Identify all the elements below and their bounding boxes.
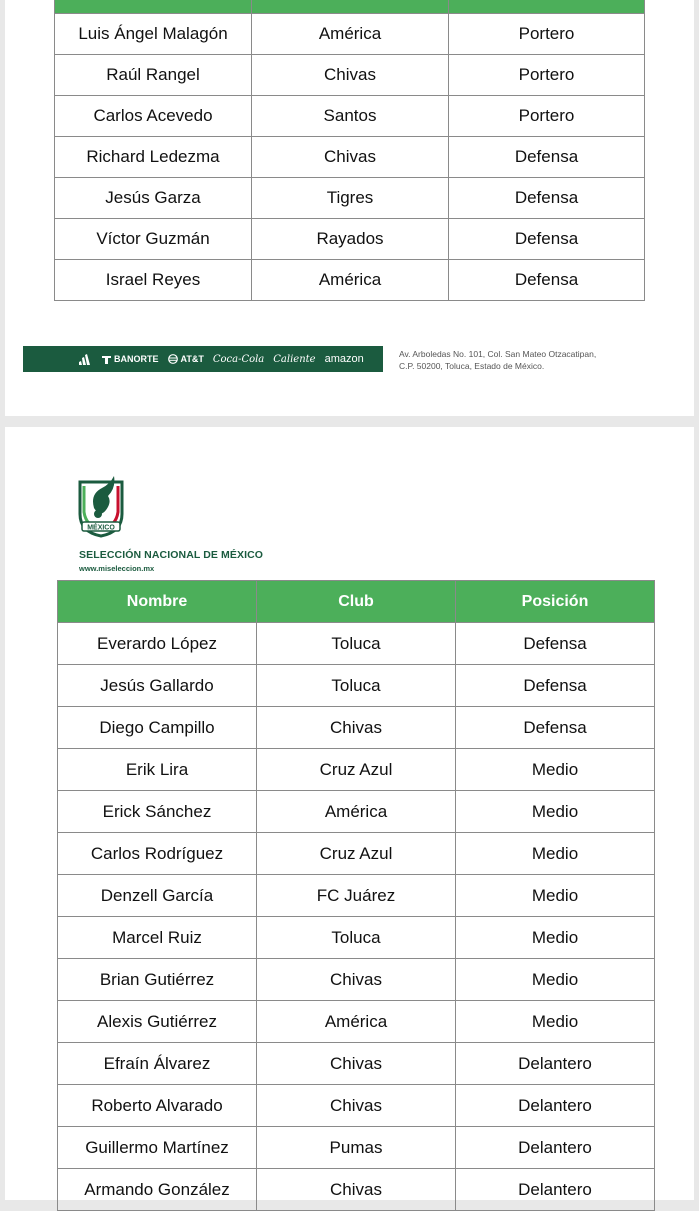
player-name: Raúl Rangel xyxy=(55,55,252,96)
roster-table-1 xyxy=(54,0,645,301)
player-position: Defensa xyxy=(456,665,655,707)
federation-website: www.miseleccion.mx xyxy=(79,564,155,573)
player-club: FC Juárez xyxy=(257,875,456,917)
player-position: Delantero xyxy=(456,1169,655,1211)
player-position: Portero xyxy=(449,96,645,137)
player-club: Chivas xyxy=(257,1085,456,1127)
player-name: Carlos Rodríguez xyxy=(58,833,257,875)
player-club: Cruz Azul xyxy=(257,833,456,875)
player-club: Toluca xyxy=(257,665,456,707)
table-row xyxy=(58,1169,655,1211)
table-row xyxy=(58,1085,655,1127)
caliente-logo: Caliente xyxy=(273,353,316,365)
player-position: Medio xyxy=(456,875,655,917)
table-row xyxy=(58,665,655,707)
player-name: Guillermo Martínez xyxy=(58,1127,257,1169)
cocacola-logo: Coca-Cola xyxy=(212,353,265,365)
player-name: Diego Campillo xyxy=(58,707,257,749)
table-row xyxy=(58,707,655,749)
player-name: Roberto Alvarado xyxy=(58,1085,257,1127)
player-club: América xyxy=(252,14,449,55)
column-header-nombre: Nombre xyxy=(58,581,257,623)
table-row xyxy=(58,959,655,1001)
player-club: Cruz Azul xyxy=(257,749,456,791)
table-row xyxy=(55,96,645,137)
table-row xyxy=(55,55,645,96)
adidas-logo-icon xyxy=(79,354,93,365)
table-row xyxy=(58,791,655,833)
player-position: Defensa xyxy=(456,623,655,665)
player-position: Defensa xyxy=(456,707,655,749)
table-header-stub xyxy=(55,0,645,14)
player-name: Israel Reyes xyxy=(55,260,252,301)
mexico-federation-crest-icon xyxy=(76,474,126,542)
player-name: Jesús Garza xyxy=(55,178,252,219)
player-name: Richard Ledezma xyxy=(55,137,252,178)
roster-table-2 xyxy=(57,580,655,1211)
table-header-row xyxy=(58,581,655,623)
player-position: Medio xyxy=(456,749,655,791)
player-club: Rayados xyxy=(252,219,449,260)
crest-label: MÉXICO xyxy=(87,524,115,532)
table-row xyxy=(58,1127,655,1169)
column-header-posicion: Posición xyxy=(456,581,655,623)
player-name: Marcel Ruiz xyxy=(58,917,257,959)
player-name: Erik Lira xyxy=(58,749,257,791)
player-name: Armando González xyxy=(58,1169,257,1211)
table-row xyxy=(58,875,655,917)
player-club: Toluca xyxy=(257,917,456,959)
sponsor-bar xyxy=(23,346,383,372)
player-position: Defensa xyxy=(449,137,645,178)
player-name: Alexis Gutiérrez xyxy=(58,1001,257,1043)
federation-address xyxy=(399,348,596,372)
table-row xyxy=(55,260,645,301)
player-name: Erick Sánchez xyxy=(58,791,257,833)
player-position: Delantero xyxy=(456,1127,655,1169)
table-row xyxy=(58,917,655,959)
player-club: Tigres xyxy=(252,178,449,219)
player-position: Medio xyxy=(456,917,655,959)
table-row xyxy=(58,1001,655,1043)
player-name: Luis Ángel Malagón xyxy=(55,14,252,55)
player-position: Medio xyxy=(456,791,655,833)
table-row xyxy=(58,623,655,665)
federation-name: SELECCIÓN NACIONAL DE MÉXICO xyxy=(79,549,264,561)
player-club: Chivas xyxy=(252,137,449,178)
player-club: Santos xyxy=(252,96,449,137)
table-row xyxy=(55,219,645,260)
address-line: Av. Arboledas No. 101, Col. San Mateo Otzacatipan, xyxy=(399,349,597,359)
player-name: Brian Gutiérrez xyxy=(58,959,257,1001)
table-row xyxy=(55,178,645,219)
document-page-2 xyxy=(5,427,694,1200)
player-club: América xyxy=(257,1001,456,1043)
player-club: Chivas xyxy=(257,1043,456,1085)
player-name: Jesús Gallardo xyxy=(58,665,257,707)
player-position: Delantero xyxy=(456,1043,655,1085)
table-row xyxy=(58,1043,655,1085)
player-position: Medio xyxy=(456,959,655,1001)
player-club: Pumas xyxy=(257,1127,456,1169)
player-position: Portero xyxy=(449,14,645,55)
player-position: Defensa xyxy=(449,260,645,301)
att-logo: AT&T xyxy=(168,354,204,364)
banorte-logo: BANORTE xyxy=(102,354,159,364)
player-position: Medio xyxy=(456,833,655,875)
table-row xyxy=(55,14,645,55)
table-row xyxy=(55,137,645,178)
player-position: Delantero xyxy=(456,1085,655,1127)
player-position: Portero xyxy=(449,55,645,96)
document-page-1 xyxy=(5,0,694,416)
address-line: C.P. 50200, Toluca, Estado de México. xyxy=(399,361,545,371)
table-row xyxy=(58,833,655,875)
amazon-logo: amazon xyxy=(324,353,364,365)
column-header-club: Club xyxy=(257,581,456,623)
player-club: Toluca xyxy=(257,623,456,665)
player-club: Chivas xyxy=(252,55,449,96)
player-name: Denzell García xyxy=(58,875,257,917)
player-position: Defensa xyxy=(449,219,645,260)
player-club: Chivas xyxy=(257,707,456,749)
player-club: América xyxy=(257,791,456,833)
player-club: Chivas xyxy=(257,959,456,1001)
table-row xyxy=(58,749,655,791)
player-name: Carlos Acevedo xyxy=(55,96,252,137)
player-name: Everardo López xyxy=(58,623,257,665)
player-position: Defensa xyxy=(449,178,645,219)
player-position: Medio xyxy=(456,1001,655,1043)
player-name: Víctor Guzmán xyxy=(55,219,252,260)
player-name: Efraín Álvarez xyxy=(58,1043,257,1085)
player-club: Chivas xyxy=(257,1169,456,1211)
player-club: América xyxy=(252,260,449,301)
